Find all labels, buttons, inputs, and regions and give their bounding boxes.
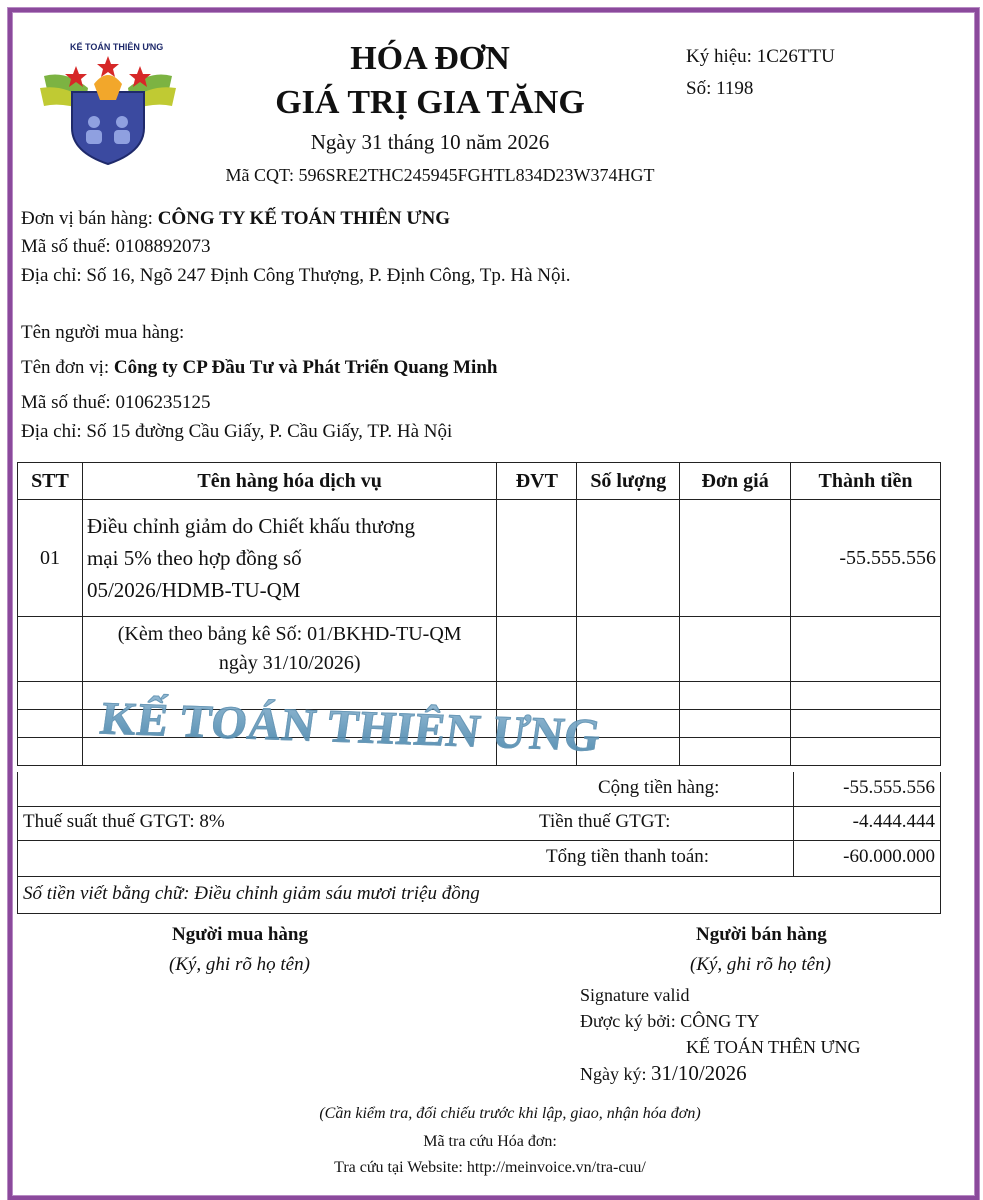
seller-label: Đơn vị bán hàng: (21, 208, 158, 229)
buyer-signature-title: Người mua hàng (172, 924, 308, 945)
invoice-title-line1: HÓA ĐƠN (350, 40, 510, 77)
total-row (17, 840, 941, 877)
header-quantity: Số lượng (577, 463, 680, 500)
item-unit-price (680, 500, 791, 617)
vat-rate: Thuế suất thuế GTGT: 8% (23, 811, 225, 832)
table-row (18, 500, 941, 617)
header-unit-price: Đơn giá (680, 463, 791, 500)
amount-in-words: Số tiền viết bằng chữ: Điều chỉnh giảm sáu mươi triệu đồng (23, 883, 480, 904)
buyer-unit-label: Tên đơn vị: (21, 357, 114, 378)
attachment-note-line1: (Kèm theo bảng kê Số: 01/BKHD-TU-QM (117, 623, 462, 645)
header-stt: STT (18, 463, 83, 500)
seller-tax-code: Mã số thuế: 0108892073 (21, 236, 211, 257)
seller-line (21, 208, 450, 230)
watermark: KẾ TOÁN THIÊN ƯNG (97, 692, 605, 761)
seller-address: Địa chỉ: Số 16, Ngõ 247 Định Công Thượng, P. Định Công, Tp. Hà Nội. (21, 265, 571, 286)
cqt-code: Mã CQT: 596SRE2THC245945FGHTL834D23W374HGT (225, 165, 655, 185)
header-description: Tên hàng hóa dịch vụ (82, 463, 496, 500)
buyer-unit-line (21, 357, 497, 379)
subtotal-label: Cộng tiền hàng: (598, 777, 720, 798)
sign-date: 31/10/2026 (651, 1061, 747, 1085)
amount-in-words-box (17, 876, 941, 914)
item-stt: 01 (18, 500, 83, 617)
vat-label: Tiền thuế GTGT: (539, 811, 671, 832)
lookup-website: Tra cứu tại Website: http://meinvoice.vn/tra-cuu/ (334, 1159, 646, 1176)
buyer-tax-code: Mã số thuế: 0106235125 (21, 392, 211, 413)
signature-valid: Signature valid (580, 985, 690, 1005)
item-desc-line3: 05/2026/HDMB-TU-QM (86, 578, 301, 602)
digital-signature-block (580, 982, 860, 1087)
attachment-note-line2: ngày 31/10/2026) (218, 652, 361, 674)
buyer-name-label: Tên người mua hàng: (21, 322, 185, 343)
invoice-number: Số: 1198 (686, 78, 754, 99)
invoice-symbol: Ký hiệu: 1C26TTU (686, 46, 835, 67)
lookup-code: Mã tra cứu Hóa đơn: (423, 1133, 557, 1150)
sign-date-label: Ngày ký: (580, 1064, 651, 1084)
item-amount: -55.555.556 (791, 500, 941, 617)
seller-signature-note: (Ký, ghi rõ họ tên) (690, 954, 831, 975)
vat-row (17, 806, 941, 841)
vat-value: -4.444.444 (852, 811, 935, 832)
invoice-date: Ngày 31 tháng 10 năm 2026 (310, 130, 550, 154)
table-row (18, 617, 941, 682)
item-description (82, 500, 496, 617)
signed-by-company: KẾ TOÁN THÊN ƯNG (686, 1037, 861, 1057)
signed-by: Được ký bởi: CÔNG TY (580, 1011, 760, 1031)
seller-signature-title: Người bán hàng (696, 924, 827, 945)
header-amount: Thành tiền (791, 463, 941, 500)
subtotal-value: -55.555.556 (843, 777, 935, 798)
sign-date-line (580, 1060, 860, 1087)
table-header-row (18, 463, 941, 500)
invoice-title-line2: GIÁ TRỊ GIA TĂNG (275, 84, 585, 121)
attachment-note (82, 617, 496, 682)
item-desc-line1: Điều chỉnh giảm do Chiết khấu thương (86, 514, 416, 538)
item-desc-line2: mại 5% theo hợp đồng số (86, 546, 302, 570)
buyer-unit-name: Công ty CP Đầu Tư và Phát Triển Quang Minh (113, 357, 498, 378)
total-label: Tổng tiền thanh toán: (546, 846, 710, 867)
logo-text: KẾ TOÁN THIÊN ƯNG (70, 42, 164, 52)
buyer-signature-note: (Ký, ghi rõ họ tên) (169, 954, 310, 975)
header-unit: ĐVT (497, 463, 577, 500)
buyer-address: Địa chỉ: Số 15 đường Cầu Giấy, P. Cầu Giấy, TP. Hà Nội (21, 421, 453, 442)
company-logo (36, 36, 180, 166)
subtotal-row (17, 772, 941, 807)
check-note: (Cần kiểm tra, đối chiếu trước khi lập, giao, nhận hóa đơn) (319, 1105, 701, 1122)
item-unit (497, 500, 577, 617)
seller-name: CÔNG TY KẾ TOÁN THIÊN ƯNG (157, 208, 450, 229)
total-value: -60.000.000 (843, 846, 935, 867)
item-quantity (577, 500, 680, 617)
